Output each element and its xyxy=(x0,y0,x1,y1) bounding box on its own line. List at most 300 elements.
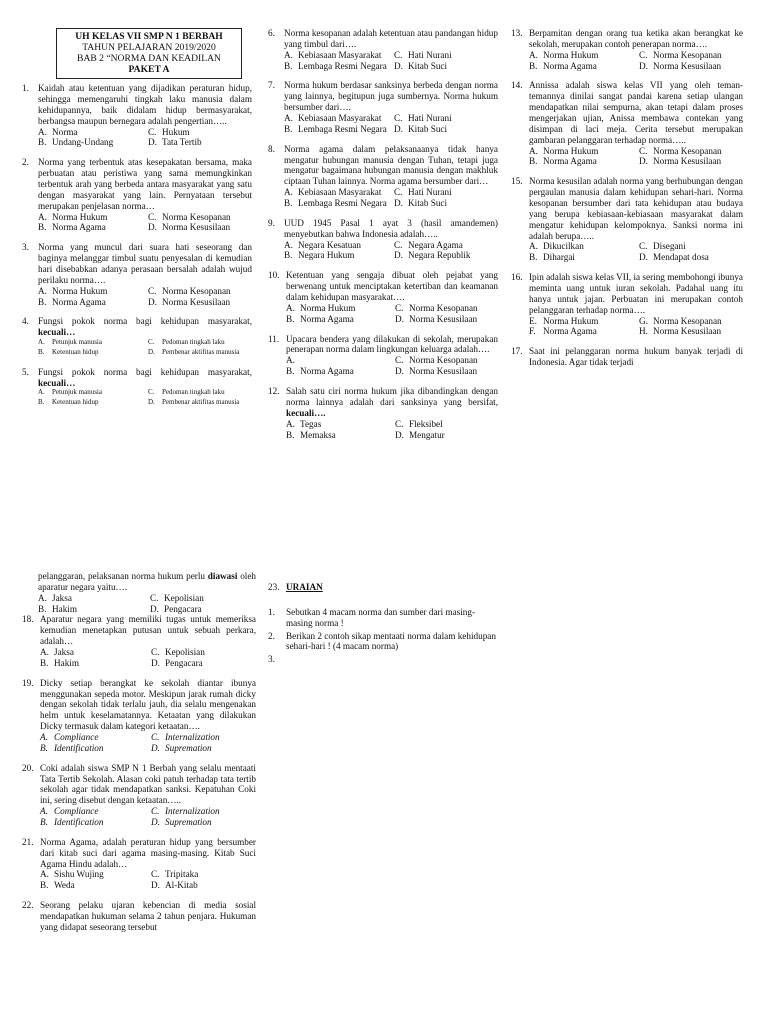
option-letter: C. xyxy=(151,806,160,817)
option-text: Norma Agama xyxy=(543,60,597,71)
option-b xyxy=(40,880,145,891)
uraian-number: 23. xyxy=(268,582,280,592)
option-text: Hakim xyxy=(52,603,78,614)
option-letter: A. xyxy=(38,338,45,347)
question-22 xyxy=(22,900,256,933)
uraian-item-number: 3. xyxy=(268,654,275,665)
option-letter: C. xyxy=(148,126,157,137)
uraian-item-number: 1. xyxy=(268,606,275,617)
option-text: Tata Tertib xyxy=(162,137,202,148)
option-text: Hati Nurani xyxy=(408,49,452,60)
option-b xyxy=(286,430,389,441)
question-stem xyxy=(40,763,256,806)
option-letter: A. xyxy=(529,241,538,252)
option-text: Jaksa xyxy=(54,647,74,658)
option-text: Weda xyxy=(54,880,75,891)
answer-options xyxy=(40,869,256,891)
option-d xyxy=(151,658,256,669)
option-letter: A. xyxy=(284,239,293,250)
stem-text: Norma kesusilan adalah norma yang berhubungan dengan pergaulan manusia dalam kehidupan sehari-hari. Norma kesopanan bersumber dari tata kehidupan atau budaya yang berupa kebiasaan-kebiasaan masyarakat dalam mengatur kehidupan kelompoknya. Sanksi norma ini adalah berupa….. xyxy=(529,176,743,241)
option-letter: B. xyxy=(284,250,293,261)
option-text: Compliance xyxy=(54,732,99,743)
option-letter: D. xyxy=(148,347,155,356)
option-h xyxy=(639,326,743,337)
option-text: Norma Kesusilaan xyxy=(409,366,478,377)
option-b xyxy=(284,250,388,261)
option-text: Hati Nurani xyxy=(408,113,452,124)
stem-text: Upacara bendera yang dilakukan di sekolah, merupakan penerapan norma dalam lingkungan keluarga adalah…. xyxy=(286,333,498,355)
stem-text: Fungsi pokok norma bagi kehidupan masyarakat, xyxy=(38,316,252,327)
option-letter: C. xyxy=(394,49,403,60)
exam-header xyxy=(56,28,242,79)
option-text: Norma Kesopanan xyxy=(162,211,231,222)
answer-options xyxy=(284,187,498,209)
option-d xyxy=(394,250,498,261)
question-9 xyxy=(268,218,498,261)
option-text: Ketentuan hidup xyxy=(52,398,99,407)
option-letter: B. xyxy=(38,347,45,356)
option-letter: F. xyxy=(529,326,536,337)
answer-options xyxy=(284,113,498,135)
option-text: Kitab Suci xyxy=(408,198,448,209)
option-letter: D. xyxy=(148,222,157,233)
option-text: Kepolisian xyxy=(165,647,205,658)
option-text: Internalization xyxy=(165,732,220,743)
option-letter: B. xyxy=(40,742,48,753)
option-text: Norma Kesopanan xyxy=(653,315,722,326)
option-a xyxy=(38,338,142,348)
option-letter: A. xyxy=(286,302,295,313)
stem-text: Norma agama dalam pelaksanaanya tidak hanya mengatur hubungan manusia dengan Tuhan, tetapi juga mengatur bagaimana hubungan manusia dengan makhluk ciptaan Tuhan lainnya. Norma agama bersumber dari… xyxy=(284,143,498,187)
question-21 xyxy=(22,837,256,891)
option-letter: D. xyxy=(148,296,157,307)
option-a xyxy=(284,113,388,124)
option-text: Tegas xyxy=(300,418,322,429)
option-c xyxy=(148,286,252,297)
option-a xyxy=(38,286,142,297)
option-letter: D. xyxy=(151,657,160,668)
uraian-section xyxy=(268,582,500,667)
option-d xyxy=(639,61,743,72)
option-text: Kitab Suci xyxy=(408,60,448,71)
option-a xyxy=(40,869,145,880)
question-stem xyxy=(38,242,252,285)
option-text: Norma Agama xyxy=(543,156,597,167)
stem-emphasis: kecuali… xyxy=(38,377,76,388)
option-a xyxy=(529,50,633,61)
option-letter: D. xyxy=(395,429,404,440)
option-text: Supremation xyxy=(165,817,212,828)
question-stem xyxy=(38,367,252,389)
option-text: Pedoman tingkah laku xyxy=(162,388,225,397)
option-text: Norma Hukum xyxy=(300,302,356,313)
option-letter: C. xyxy=(394,113,403,124)
option-text: Norma Kesusilaan xyxy=(653,326,722,337)
question-body xyxy=(38,367,252,408)
option-letter: A. xyxy=(284,49,293,60)
option-d xyxy=(148,222,252,233)
question-body xyxy=(529,80,743,167)
option-c xyxy=(150,593,256,604)
option-d xyxy=(395,314,498,325)
answer-options xyxy=(286,303,498,325)
option-letter: D. xyxy=(394,60,403,71)
option-letter: B. xyxy=(40,817,48,828)
option-text: Kebiasaan Masyarakat xyxy=(298,187,382,198)
option-letter: D. xyxy=(151,880,160,891)
uraian-item-number: 2. xyxy=(268,630,275,641)
question-number: 17. xyxy=(511,346,523,357)
question-number: 16. xyxy=(511,272,523,283)
uraian-item-text: Sebutkan 4 macam norma dan sumber dari masing-masing norma ! xyxy=(286,606,476,628)
option-b xyxy=(40,658,145,669)
question-number: 18. xyxy=(22,614,34,625)
option-letter: A. xyxy=(529,145,538,156)
option-a xyxy=(40,732,145,743)
option-text: Negara Agama xyxy=(408,239,463,250)
option-c xyxy=(639,50,743,61)
option-b xyxy=(286,314,389,325)
option-letter: C. xyxy=(151,647,160,658)
stem-text: Salah satu ciri norma hukum jika dibandingkan dengan norma lainnya adalah dari sanksinya yang bersifat, xyxy=(286,386,498,407)
option-c xyxy=(151,732,256,743)
option-text: Norma Kesusilaan xyxy=(162,296,231,307)
stem-text: pelanggaran, pelaksanan norma hukum perlu xyxy=(38,571,205,581)
option-letter: C. xyxy=(148,285,157,296)
answer-options xyxy=(38,212,252,234)
column-3-top xyxy=(511,28,743,377)
question-2 xyxy=(22,157,252,233)
option-text: Lembaga Resmi Negara xyxy=(298,123,387,134)
option-c xyxy=(394,113,498,124)
option-c xyxy=(151,647,256,658)
stem-text: Dicky setiap berangkat ke sekolah diantar ibunya menggunakan sepeda motor. Meskipun jarak rumah dicky dengan sekolah tidak terlalu jauh, dia selalu mengenakan helm untuk keselamatannya. Ketaatan yang dilakukan Dicky termasuk dalam kategori ketaatan…. xyxy=(40,677,256,732)
option-d xyxy=(150,604,256,615)
option-text: Norma Kesopanan xyxy=(653,49,722,60)
stem-text: Norma yang terbentuk atas kesepakatan bersama, maka perbuatan atau peristiwa yang sama memungkinkan terbentuk arah yang berbeda antara masyarakat yang satu dengan masyarakat yang lain. Pernyataan tersebut merupakan penjelasan norma… xyxy=(38,157,252,211)
question-number: 3. xyxy=(22,242,29,253)
option-letter: D. xyxy=(395,366,404,377)
option-letter: D. xyxy=(150,603,159,614)
stem-tail: oleh aparatur negara yaitu…. xyxy=(38,571,257,592)
question-number: 12. xyxy=(268,386,280,397)
option-b xyxy=(284,198,388,209)
option-letter: B. xyxy=(529,252,538,263)
uraian-item xyxy=(268,607,500,629)
option-b xyxy=(38,137,142,148)
option-letter: A. xyxy=(40,806,48,817)
option-f xyxy=(529,326,633,337)
uraian-title: URAIAN xyxy=(286,582,323,592)
question-stem xyxy=(284,144,498,187)
question-body xyxy=(40,900,256,933)
question-number: 2. xyxy=(22,157,29,168)
option-text: Norma Agama xyxy=(52,296,106,307)
option-d xyxy=(395,430,498,441)
option-d xyxy=(148,348,252,358)
question-number: 10. xyxy=(268,270,280,281)
option-letter: D. xyxy=(395,313,404,324)
question-body xyxy=(40,614,256,668)
option-letter: E. xyxy=(529,315,537,326)
option-letter: A. xyxy=(529,49,538,60)
question-18 xyxy=(22,614,256,668)
option-c xyxy=(148,338,252,348)
question-11 xyxy=(268,334,498,377)
question-body xyxy=(529,346,743,368)
option-c xyxy=(394,50,498,61)
option-letter: D. xyxy=(394,198,403,209)
stem-text: Norma yang muncul dari suara hati seseorang dan baginya melanggar timbul suatu penyesalan di kemudian hari disebabkan adanya perasaan bersalah adalah wujud perilaku norma…. xyxy=(38,242,252,285)
question-stem xyxy=(529,176,743,241)
question-number: 21. xyxy=(22,836,34,847)
question-stem xyxy=(529,346,743,368)
option-text: Pedoman tingkah laku xyxy=(162,338,225,347)
option-b xyxy=(529,156,633,167)
option-text: Kebiasaan Masyarakat xyxy=(298,49,382,60)
option-b xyxy=(40,743,145,754)
option-letter: B. xyxy=(286,313,295,324)
option-text: Hakim xyxy=(54,657,80,668)
question-number: 8. xyxy=(268,143,275,154)
option-letter: C. xyxy=(395,355,404,366)
stem-text: Ketentuan yang sengaja dibuat oleh pejabat yang berwenang untuk menciptakan ketertiban dan keamanan dalam kehidupan masyarakat…. xyxy=(286,270,498,303)
question-body xyxy=(529,28,743,71)
option-text: Negara Kesatuan xyxy=(298,239,362,250)
option-text: Pengacara xyxy=(165,657,203,668)
question-stem xyxy=(284,28,498,50)
question-number: 6. xyxy=(268,28,275,38)
question-10 xyxy=(268,270,498,324)
answer-options xyxy=(529,241,743,263)
question-number: 4. xyxy=(22,316,29,327)
option-a xyxy=(284,240,388,251)
option-a xyxy=(38,212,142,223)
uraian-item xyxy=(268,654,500,665)
option-text: Pembenar aktifitas manusia xyxy=(162,398,240,407)
option-c xyxy=(394,240,498,251)
question-number: 7. xyxy=(268,80,275,91)
option-d xyxy=(151,817,256,828)
option-text: Dikucilkan xyxy=(543,241,584,252)
option-text: Fleksibel xyxy=(409,418,443,429)
option-text: Dihargai xyxy=(543,252,575,263)
stem-text: Seorang pelaku ujaran kebencian di media sosial mendapatkan hukuman selama 2 tahun penjara. Hukuman yang didapat seseorang tersebut xyxy=(40,900,256,932)
option-text: Memaksa xyxy=(300,429,336,440)
question-stem xyxy=(40,614,256,647)
option-text: Norma Hukum xyxy=(543,145,599,156)
option-text: Hukum xyxy=(162,126,190,137)
option-a xyxy=(529,146,633,157)
option-text: Mendapat dosa xyxy=(653,252,709,263)
option-c xyxy=(151,869,256,880)
option-c xyxy=(148,127,252,138)
answer-options xyxy=(284,240,498,262)
option-text: Lembaga Resmi Negara xyxy=(298,198,387,209)
stem-emphasis: kecuali…. xyxy=(286,407,326,418)
option-letter: D. xyxy=(639,156,648,167)
question-13 xyxy=(511,28,743,71)
stem-emphasis: kecuali… xyxy=(38,327,76,338)
question-4 xyxy=(22,316,252,357)
option-text: Supremation xyxy=(165,742,212,753)
option-letter: A. xyxy=(286,418,295,429)
option-letter: A. xyxy=(40,869,49,880)
option-letter: A. xyxy=(40,732,48,743)
option-letter: A. xyxy=(286,355,295,366)
option-text: Kitab Suci xyxy=(408,123,448,134)
header-school: UH KELAS VII SMP N 1 BERBAH xyxy=(75,31,223,42)
option-text: Norma xyxy=(52,126,78,137)
option-letter: G. xyxy=(639,315,648,326)
question-stem xyxy=(529,28,743,50)
option-text: Al-Kitab xyxy=(165,880,198,891)
option-text: Jaksa xyxy=(52,592,72,603)
option-text: Compliance xyxy=(54,806,99,817)
answer-options xyxy=(40,647,256,669)
option-text: Internalization xyxy=(165,806,220,817)
option-text: Sishu Wujing xyxy=(54,869,104,880)
option-d xyxy=(151,743,256,754)
header-package: PAKET A xyxy=(128,64,170,76)
option-letter: D. xyxy=(148,137,157,148)
question-number: 9. xyxy=(268,217,275,228)
option-c xyxy=(395,419,498,430)
question-number: 15. xyxy=(511,176,523,187)
option-d xyxy=(639,156,743,167)
option-text: Identification xyxy=(54,742,104,753)
stem-text: Aparatur negara yang memiliki tugas untuk memeriksa kemudian menetapkan putusan untuk sebuah perkara, adalah… xyxy=(40,614,256,647)
option-text: Norma Agama xyxy=(52,222,106,233)
question-14 xyxy=(511,80,743,167)
option-text: Negara Republik xyxy=(408,250,471,261)
answer-options xyxy=(38,388,252,408)
option-letter: C. xyxy=(148,211,157,222)
option-c xyxy=(639,241,743,252)
option-letter: B. xyxy=(38,296,47,307)
option-c xyxy=(148,212,252,223)
question-number: 11. xyxy=(268,333,280,344)
option-a xyxy=(284,187,388,198)
answer-options xyxy=(286,419,498,441)
option-letter: A. xyxy=(284,113,293,124)
question-20 xyxy=(22,763,256,828)
option-letter: H. xyxy=(639,326,648,337)
option-e xyxy=(529,316,633,327)
option-letter: D. xyxy=(394,250,403,261)
uraian-item-text xyxy=(286,654,500,665)
option-letter: C. xyxy=(151,869,160,880)
question-7 xyxy=(268,80,498,134)
answer-options xyxy=(529,50,743,72)
question-body xyxy=(38,316,252,357)
option-letter: B. xyxy=(284,60,293,71)
answer-options xyxy=(38,338,252,358)
question-19 xyxy=(22,678,256,754)
option-text: Petunjuk manusia xyxy=(52,388,102,397)
question-stem xyxy=(38,83,252,126)
stem-text: Norma kesopanan adalah ketentuan atau pandangan hidup yang timbul dari…. xyxy=(284,28,498,49)
option-letter: B. xyxy=(284,198,293,209)
header-year: TAHUN PELAJARAN 2019/2020 xyxy=(82,42,216,54)
option-d xyxy=(639,252,743,263)
stem-text: Norma hukum berdasar sanksinya berbeda dengan norma yang lainnya, begitupun juga sumbernya. Norma hukum bersumber dari…. xyxy=(284,80,498,113)
question-6 xyxy=(268,28,498,71)
question-cont xyxy=(22,571,256,614)
question-body xyxy=(38,157,252,233)
option-letter: C. xyxy=(639,145,648,156)
question-8 xyxy=(268,144,498,209)
question-number: 5. xyxy=(22,366,29,377)
option-text: Hati Nurani xyxy=(408,187,452,198)
option-a xyxy=(38,388,142,398)
stem-text: Coki adalah siswa SMP N 1 Berbah yang selalu mentaati Tata Tertib Sekolah. Alasan coki patuh terhadap tata tertib sekolah agar tidak mendapatkan sanksi. Kepatuhan Coki ini, sering disebut dengan ketaatan….. xyxy=(40,762,256,806)
answer-options xyxy=(40,806,256,828)
option-letter: C. xyxy=(394,187,403,198)
answer-options xyxy=(529,316,743,338)
answer-options xyxy=(529,146,743,168)
option-text: Kepolisian xyxy=(164,592,204,603)
option-c xyxy=(148,388,252,398)
question-body xyxy=(286,386,498,440)
option-letter: B. xyxy=(529,60,538,71)
stem-text: Annissa adalah siswa kelas VII yang oleh teman-temannya dinilai sangat pandai karena setiap ulangan mendapatkan nilai sempurna, akan tetapi dalam proses mengerjakan ujian, Anissa membawa contekan yang disimpan di laci meja. Cerita tersebut merupakan gambaran pelanggaran terhadap norma….. xyxy=(529,80,743,145)
option-b xyxy=(38,398,142,408)
option-text: Mengatur xyxy=(409,429,445,440)
option-b xyxy=(38,348,142,358)
option-letter: D. xyxy=(151,817,160,828)
option-g xyxy=(639,316,743,327)
question-body xyxy=(284,80,498,134)
option-letter: C. xyxy=(395,302,404,313)
option-text: Norma Agama xyxy=(300,313,354,324)
option-c xyxy=(151,806,256,817)
option-letter: A. xyxy=(40,647,49,658)
option-letter: B. xyxy=(286,366,295,377)
option-d xyxy=(395,366,498,377)
option-text: Kebiasaan Masyarakat xyxy=(298,113,382,124)
option-letter: A. xyxy=(38,388,45,397)
question-stem xyxy=(40,900,256,933)
option-letter: B. xyxy=(38,603,47,614)
stem-text: Ipin adalah siswa kelas VII, ia sering membohongi ibunya meminta uang untuk iuran sekolah. Padahal uang itu hanya untuk jajan. Perbuatan ini merupakan contoh pelanggaran terhadap norma…. xyxy=(529,272,743,315)
option-text: Norma Kesopanan xyxy=(409,302,478,313)
question-number: 1. xyxy=(22,83,29,94)
question-body xyxy=(38,83,252,148)
question-number: 19. xyxy=(22,677,34,688)
option-letter: B. xyxy=(38,398,45,407)
option-text: Norma Agama xyxy=(300,366,354,377)
question-1 xyxy=(22,83,252,148)
question-stem xyxy=(38,316,252,338)
option-d xyxy=(394,124,498,135)
option-letter: D. xyxy=(639,252,648,263)
option-letter: B. xyxy=(286,429,295,440)
option-text: Norma Hukum xyxy=(543,315,599,326)
option-letter: B. xyxy=(40,880,49,891)
option-a xyxy=(38,593,144,604)
option-text: Identification xyxy=(54,817,104,828)
option-a xyxy=(38,127,142,138)
answer-options xyxy=(38,593,256,615)
option-b xyxy=(38,297,142,308)
option-a xyxy=(286,303,389,314)
option-letter: D. xyxy=(639,60,648,71)
question-stem xyxy=(529,272,743,315)
option-letter: C. xyxy=(394,239,403,250)
option-b xyxy=(38,604,144,615)
option-letter: A. xyxy=(38,285,47,296)
